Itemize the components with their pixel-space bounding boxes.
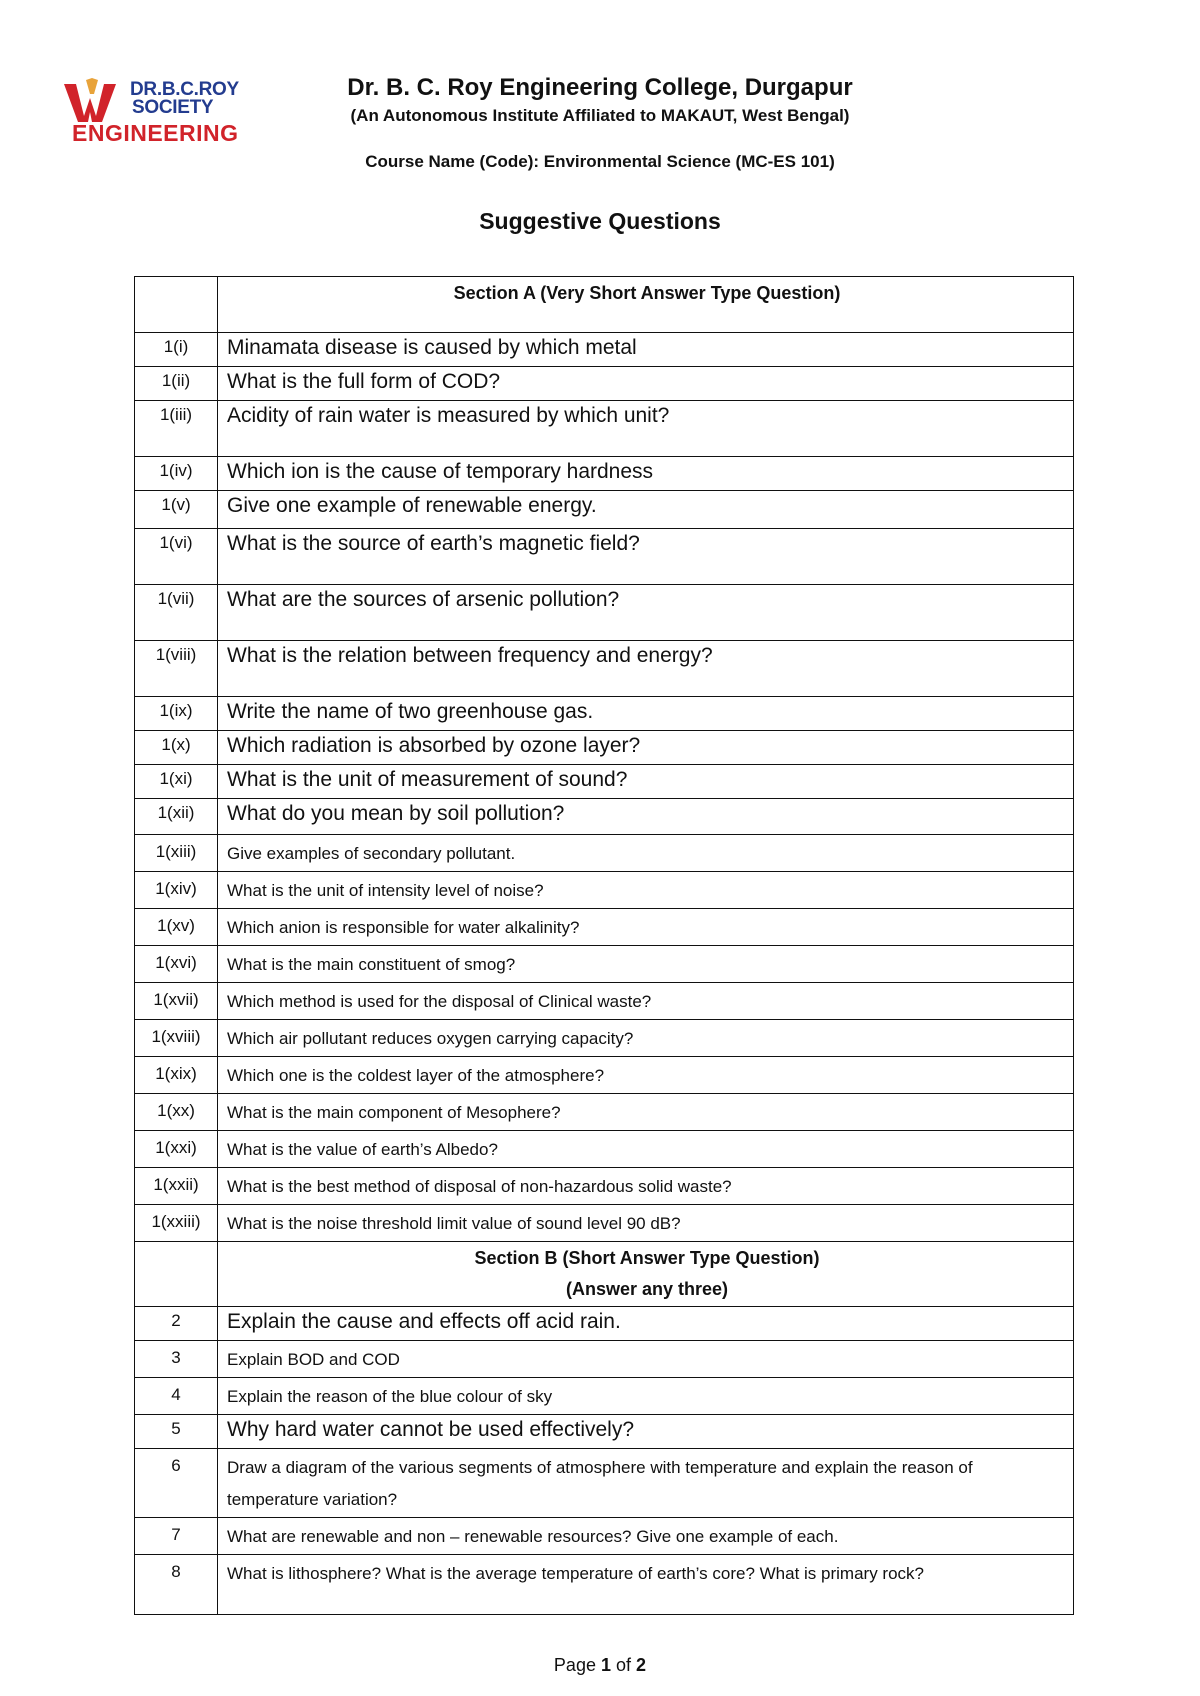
section-a-question-row: [135, 457, 1074, 491]
section-b-title: Section B (Short Answer Type Question): [474, 1248, 820, 1268]
question-text: What is the main constituent of smog?: [218, 946, 1074, 983]
question-number: 3: [135, 1341, 218, 1378]
college-title: Dr. B. C. Roy Engineering College, Durgapur: [347, 74, 853, 101]
question-number: 1(ix): [135, 697, 218, 731]
section-a-question-row: [135, 1094, 1074, 1131]
question-number: 1(xiv): [135, 872, 218, 909]
question-number: 5: [135, 1415, 218, 1449]
question-number: 1(xii): [135, 799, 218, 835]
question-number: 1(vii): [135, 585, 218, 641]
question-number: 1(vi): [135, 529, 218, 585]
question-number: 1(v): [135, 491, 218, 529]
question-text: Draw a diagram of the various segments of atmosphere with temperature and explain the reason of temperature variation?: [218, 1449, 1074, 1518]
question-text: Which air pollutant reduces oxygen carrying capacity?: [218, 1020, 1074, 1057]
question-text: What is the relation between frequency and energy?: [218, 641, 1074, 697]
section-a-question-row: [135, 1020, 1074, 1057]
question-number: 7: [135, 1518, 218, 1555]
question-number: 1(iv): [135, 457, 218, 491]
section-b-question-row: [135, 1449, 1074, 1518]
question-number: 4: [135, 1378, 218, 1415]
question-text: What is the source of earth’s magnetic field?: [218, 529, 1074, 585]
section-a-question-row: [135, 529, 1074, 585]
section-b-subtitle: (Answer any three): [565, 1279, 729, 1299]
section-a-title: Section A (Very Short Answer Type Question): [218, 277, 1074, 333]
question-text: What is the noise threshold limit value of sound level 90 dB?: [218, 1205, 1074, 1242]
logo-line-2: SOCIETY: [132, 97, 214, 118]
section-b-question-row: [135, 1415, 1074, 1449]
question-text: Which anion is responsible for water alkalinity?: [218, 909, 1074, 946]
question-text: What is the main component of Mesophere?: [218, 1094, 1074, 1131]
question-number: 1(xiii): [135, 835, 218, 872]
section-a-question-row: [135, 585, 1074, 641]
question-number: 1(iii): [135, 401, 218, 457]
logo-line-3: ENGINEERING: [72, 120, 239, 146]
question-text: Minamata disease is caused by which metal: [218, 333, 1074, 367]
question-text: What is the unit of measurement of sound?: [218, 765, 1074, 799]
section-a-question-row: [135, 983, 1074, 1020]
question-text: What is the full form of COD?: [218, 367, 1074, 401]
section-a-question-row: [135, 799, 1074, 835]
course-name: Course Name (Code): Environmental Science (MC-ES 101): [365, 152, 835, 171]
section-a-question-row: [135, 1057, 1074, 1094]
section-a-question-row: [135, 1205, 1074, 1242]
question-number: 1(i): [135, 333, 218, 367]
question-text: What is the value of earth’s Albedo?: [218, 1131, 1074, 1168]
question-text: What do you mean by soil pollution?: [218, 799, 1074, 835]
questions-table: [134, 276, 1074, 1615]
section-b-question-row: [135, 1341, 1074, 1378]
question-number: 2: [135, 1307, 218, 1341]
question-text: What are renewable and non – renewable resources? Give one example of each.: [218, 1518, 1074, 1555]
section-a-question-row: [135, 641, 1074, 697]
section-a-question-row: [135, 835, 1074, 872]
question-number: 1(x): [135, 731, 218, 765]
question-number: 1(xv): [135, 909, 218, 946]
question-number: 1(viii): [135, 641, 218, 697]
question-number: 1(xxi): [135, 1131, 218, 1168]
question-text: Explain the reason of the blue colour of sky: [218, 1378, 1074, 1415]
question-number: 1(xviii): [135, 1020, 218, 1057]
question-text: Explain BOD and COD: [218, 1341, 1074, 1378]
question-number: 1(xi): [135, 765, 218, 799]
page-footer: Page 1 of 2: [553, 1655, 647, 1675]
question-text: Acidity of rain water is measured by which unit?: [218, 401, 1074, 457]
section-a-header: [135, 277, 1074, 333]
college-subtitle: (An Autonomous Institute Affiliated to MAKAUT, West Bengal): [350, 106, 850, 125]
question-number: 1(xx): [135, 1094, 218, 1131]
question-number: 1(xvii): [135, 983, 218, 1020]
section-b-question-row: [135, 1378, 1074, 1415]
section-a-question-row: [135, 731, 1074, 765]
question-text: Write the name of two greenhouse gas.: [218, 697, 1074, 731]
question-number: 1(xvi): [135, 946, 218, 983]
section-b-question-row: [135, 1555, 1074, 1615]
question-text: What is the best method of disposal of non-hazardous solid waste?: [218, 1168, 1074, 1205]
page-heading: Suggestive Questions: [479, 208, 721, 234]
section-a-question-row: [135, 1168, 1074, 1205]
section-a-question-row: [135, 697, 1074, 731]
question-text: What is lithosphere? What is the average temperature of earth’s core? What is primary rock?: [218, 1555, 1074, 1615]
section-a-question-row: [135, 491, 1074, 529]
section-a-question-row: [135, 333, 1074, 367]
question-text: Explain the cause and effects off acid rain.: [218, 1307, 1074, 1341]
question-text: Why hard water cannot be used effectively?: [218, 1415, 1074, 1449]
question-text: Which one is the coldest layer of the atmosphere?: [218, 1057, 1074, 1094]
section-b-question-row: [135, 1518, 1074, 1555]
question-text: Which method is used for the disposal of Clinical waste?: [218, 983, 1074, 1020]
question-text: Give one example of renewable energy.: [218, 491, 1074, 529]
section-a-question-row: [135, 1131, 1074, 1168]
section-a-question-row: [135, 765, 1074, 799]
section-b-header: [135, 1242, 1074, 1307]
question-text: What is the unit of intensity level of noise?: [218, 872, 1074, 909]
section-b-question-row: [135, 1307, 1074, 1341]
section-a-question-row: [135, 909, 1074, 946]
section-a-question-row: [135, 367, 1074, 401]
question-text: Give examples of secondary pollutant.: [218, 835, 1074, 872]
question-number: 8: [135, 1555, 218, 1615]
question-text: Which ion is the cause of temporary hardness: [218, 457, 1074, 491]
question-number: 1(ii): [135, 367, 218, 401]
question-number: 6: [135, 1449, 218, 1518]
question-number: 1(xix): [135, 1057, 218, 1094]
question-text: Which radiation is absorbed by ozone layer?: [218, 731, 1074, 765]
section-a-question-row: [135, 401, 1074, 457]
question-text: What are the sources of arsenic pollution?: [218, 585, 1074, 641]
question-number: 1(xxiii): [135, 1205, 218, 1242]
section-a-question-row: [135, 946, 1074, 983]
question-number: 1(xxii): [135, 1168, 218, 1205]
logo-line-1: DR.B.C.ROY: [130, 79, 239, 100]
section-a-question-row: [135, 872, 1074, 909]
